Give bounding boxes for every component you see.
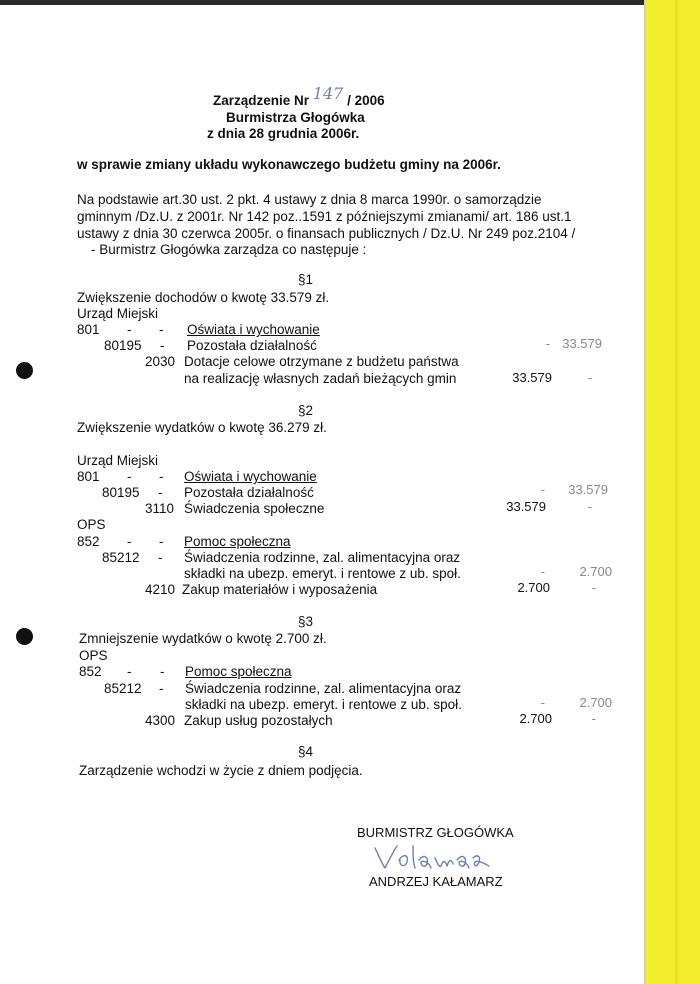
section-intro: Zwiększenie dochodów o kwotę 33.579 zł. — [77, 290, 330, 305]
section-heading: §1 — [298, 272, 314, 287]
amount-cell: 2.700 — [517, 580, 550, 595]
scan-top-border — [0, 0, 700, 5]
amount-cell: - — [540, 695, 545, 710]
amount-cell: - — [587, 499, 592, 514]
handwritten-signature — [373, 842, 523, 872]
dash: - — [127, 322, 132, 337]
dzial-code: 801 — [77, 469, 100, 484]
dash: - — [158, 550, 163, 565]
section-intro: Zmniejszenie wydatków o kwotę 2.700 zł. — [79, 631, 327, 646]
rozdzial-name: Pozostała działalność — [187, 338, 317, 353]
budget-unit: Urząd Miejski — [77, 306, 159, 321]
paragraf-name: Dotacje celowe otrzymane z budżetu państwa — [184, 354, 459, 369]
dash: - — [127, 664, 132, 679]
section-intro: Zwiększenie wydatków o kwotę 36.279 zł. — [77, 420, 327, 435]
yellow-strip-line — [675, 0, 678, 984]
dzial-name: Pomoc społeczna — [185, 664, 292, 679]
document-title — [213, 84, 385, 109]
amount-cell: - — [587, 370, 592, 385]
title-suffix: / 2006 — [347, 93, 385, 108]
rozdzial-name: Pozostała działalność — [184, 485, 314, 500]
dzial-code: 801 — [77, 322, 100, 337]
paragraf-name: na realizację własnych zadań bieżących gmin — [184, 371, 457, 386]
paragraf-code: 3110 — [145, 501, 175, 516]
amount-cell: 2.700 — [579, 695, 612, 710]
dzial-code: 852 — [79, 664, 102, 679]
paragraf-code: 2030 — [145, 354, 176, 369]
preamble-line: Na podstawie art.30 ust. 2 pkt. 4 ustawy z dnia 8 marca 1990r. o samorządzie — [77, 192, 542, 207]
preamble-line: - Burmistrz Głogówka zarządza co następuje : — [91, 242, 367, 257]
budget-unit: OPS — [77, 517, 106, 532]
preamble-line: gminnym /Dz.U. z 2001r. Nr 142 poz..1591 z późniejszymi zmianami/ art. 186 ust.1 — [77, 209, 572, 224]
amount-cell: - — [591, 580, 596, 595]
dash: - — [159, 469, 164, 484]
budget-unit: Urząd Miejski — [77, 453, 159, 468]
dzial-name: Oświata i wychowanie — [187, 322, 320, 337]
rozdzial-name: Świadczenia rodzinne, zal. alimentacyjna oraz — [184, 550, 461, 565]
section-heading: §4 — [298, 744, 314, 759]
dash: - — [160, 338, 165, 353]
paragraf-code: 4300 — [145, 713, 176, 728]
punch-hole — [16, 628, 33, 645]
rozdzial-code: 80195 — [104, 338, 142, 353]
dash: - — [159, 534, 164, 549]
section-heading: §3 — [298, 614, 314, 629]
punch-hole — [16, 362, 33, 379]
rozdzial-name: składki na ubezp. emeryt. i rentowe z ub. społ. — [184, 566, 461, 581]
amount-cell: - — [540, 482, 545, 497]
section-heading: §2 — [298, 403, 314, 418]
closing-text: Zarządzenie wchodzi w życie z dniem podjęcia. — [79, 763, 363, 778]
rozdzial-code: 80195 — [102, 485, 140, 500]
yellow-strip — [646, 0, 700, 984]
dash: - — [159, 681, 164, 696]
dash: - — [127, 534, 132, 549]
rozdzial-name: Świadczenia rodzinne, zal. alimentacyjna oraz — [185, 681, 462, 696]
signatory-name: ANDRZEJ KAŁAMARZ — [369, 874, 503, 889]
dash: - — [127, 469, 132, 484]
amount-cell: 2.700 — [519, 711, 552, 726]
rozdzial-name: składki na ubezp. emeryt. i rentowe z ub. społ. — [185, 697, 462, 712]
amount-cell: 33.579 — [512, 370, 552, 385]
document-date: z dnia 28 grudnia 2006r. — [207, 126, 360, 141]
paragraf-name: Świadczenia społeczne — [184, 501, 325, 516]
dash: - — [160, 664, 165, 679]
amount-cell: 33.579 — [568, 482, 608, 497]
dzial-name: Pomoc społeczna — [184, 534, 291, 549]
dash: - — [158, 485, 163, 500]
budget-unit: OPS — [79, 648, 108, 663]
rozdzial-code: 85212 — [102, 550, 140, 565]
preamble-line: ustawy z dnia 30 czerwca 2005r. o finansach publicznych / Dz.U. Nr 249 poz.2104 / — [77, 226, 576, 241]
rozdzial-code: 85212 — [104, 681, 142, 696]
amount-cell: 33.579 — [506, 499, 546, 514]
title-prefix: Zarządzenie Nr — [213, 93, 310, 108]
signature-title: BURMISTRZ GŁOGÓWKA — [357, 825, 514, 840]
document-issuer: Burmistrza Głogówka — [226, 110, 365, 125]
dzial-code: 852 — [77, 534, 100, 549]
handwritten-number: 147 — [312, 84, 344, 103]
amount-cell: - — [545, 336, 550, 351]
paragraf-name: Zakup usług pozostałych — [184, 713, 333, 728]
amount-cell: 2.700 — [579, 564, 612, 579]
paragraf-code: 4210 — [145, 582, 176, 597]
dash: - — [159, 322, 164, 337]
amount-cell: - — [591, 711, 596, 726]
amount-cell: 33.579 — [562, 336, 602, 351]
paragraf-name: Zakup materiałów i wyposażenia — [182, 582, 378, 597]
amount-cell: - — [540, 564, 545, 579]
document-subject: w sprawie zmiany układu wykonawczego budżetu gminy na 2006r. — [77, 157, 501, 172]
dzial-name: Oświata i wychowanie — [184, 469, 317, 484]
